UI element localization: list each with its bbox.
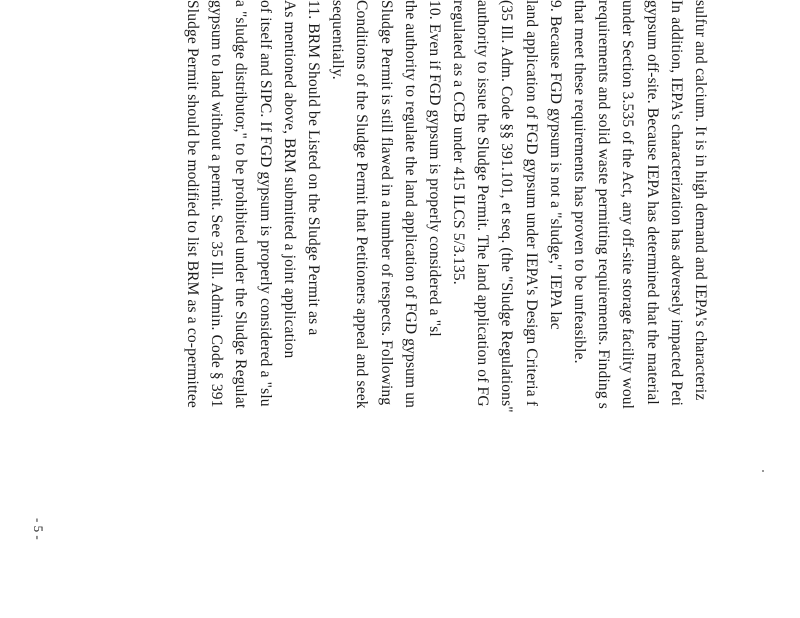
document-body (180, 0, 712, 560)
text-line: the authority to regulate the land application of FGD gypsum un (401, 0, 419, 409)
text-line: In addition, IEPA's characterization has adversely impacted Peti (667, 0, 685, 407)
text-line: 10. Even if FGD gypsum is properly considered a "sl (425, 0, 443, 337)
text-line: gypsum off-site. Because IEPA has determined that the material (643, 0, 661, 405)
text-line: sulfur and calcium. It is in high demand and IEPA's characteriz (692, 0, 709, 401)
text-line: requirements and solid waste permitting requirements. Finding s (595, 0, 613, 409)
text-line: regulated as a CCB under 415 ILCS 5/3.135. (450, 0, 468, 285)
text-line: that meet these requirements has proven to be unfeasible. (571, 0, 589, 364)
text-line: of itself and SIPC. If FGD gypsum is properly considered a "slu (256, 0, 274, 407)
text-line: (35 Ill. Adm. Code §§ 391.101, et seq. (the "Sludge Regulations" (498, 0, 516, 413)
text-line: 9. Because FGD gypsum is not a "sludge," IEPA lac (546, 0, 564, 330)
scan-speck (762, 470, 764, 472)
text-line: a "sludge distributor," to be prohibited under the Sludge Regulat (232, 0, 250, 409)
text-line: under Section 3.535 of the Act, any off-site storage facility woul (619, 0, 637, 410)
text-line: As mentioned above, BRM submitted a joint application (280, 0, 298, 359)
text-line: Conditions of the Sludge Permit that Petitioners appeal and seek (353, 0, 371, 409)
page-number: - 5 - (31, 518, 46, 540)
text-line: land application of FGD gypsum under IEPA's Design Criteria f (522, 0, 540, 407)
text-line: 11. BRM Should be Listed on the Sludge Permit as a (305, 0, 322, 336)
text-line: authority to issue the Sludge Permit. The land application of FG (474, 0, 492, 407)
text-line: Sludge Permit should be modified to list BRM as a co-permittee (184, 0, 202, 408)
text-line: sequentially. (329, 0, 347, 80)
text-line: Sludge Permit is still flawed in a number of respects. Following (377, 0, 395, 406)
text-line: gypsum to land without a permit. See 35 Ill. Admin. Code § 391 (208, 0, 226, 408)
